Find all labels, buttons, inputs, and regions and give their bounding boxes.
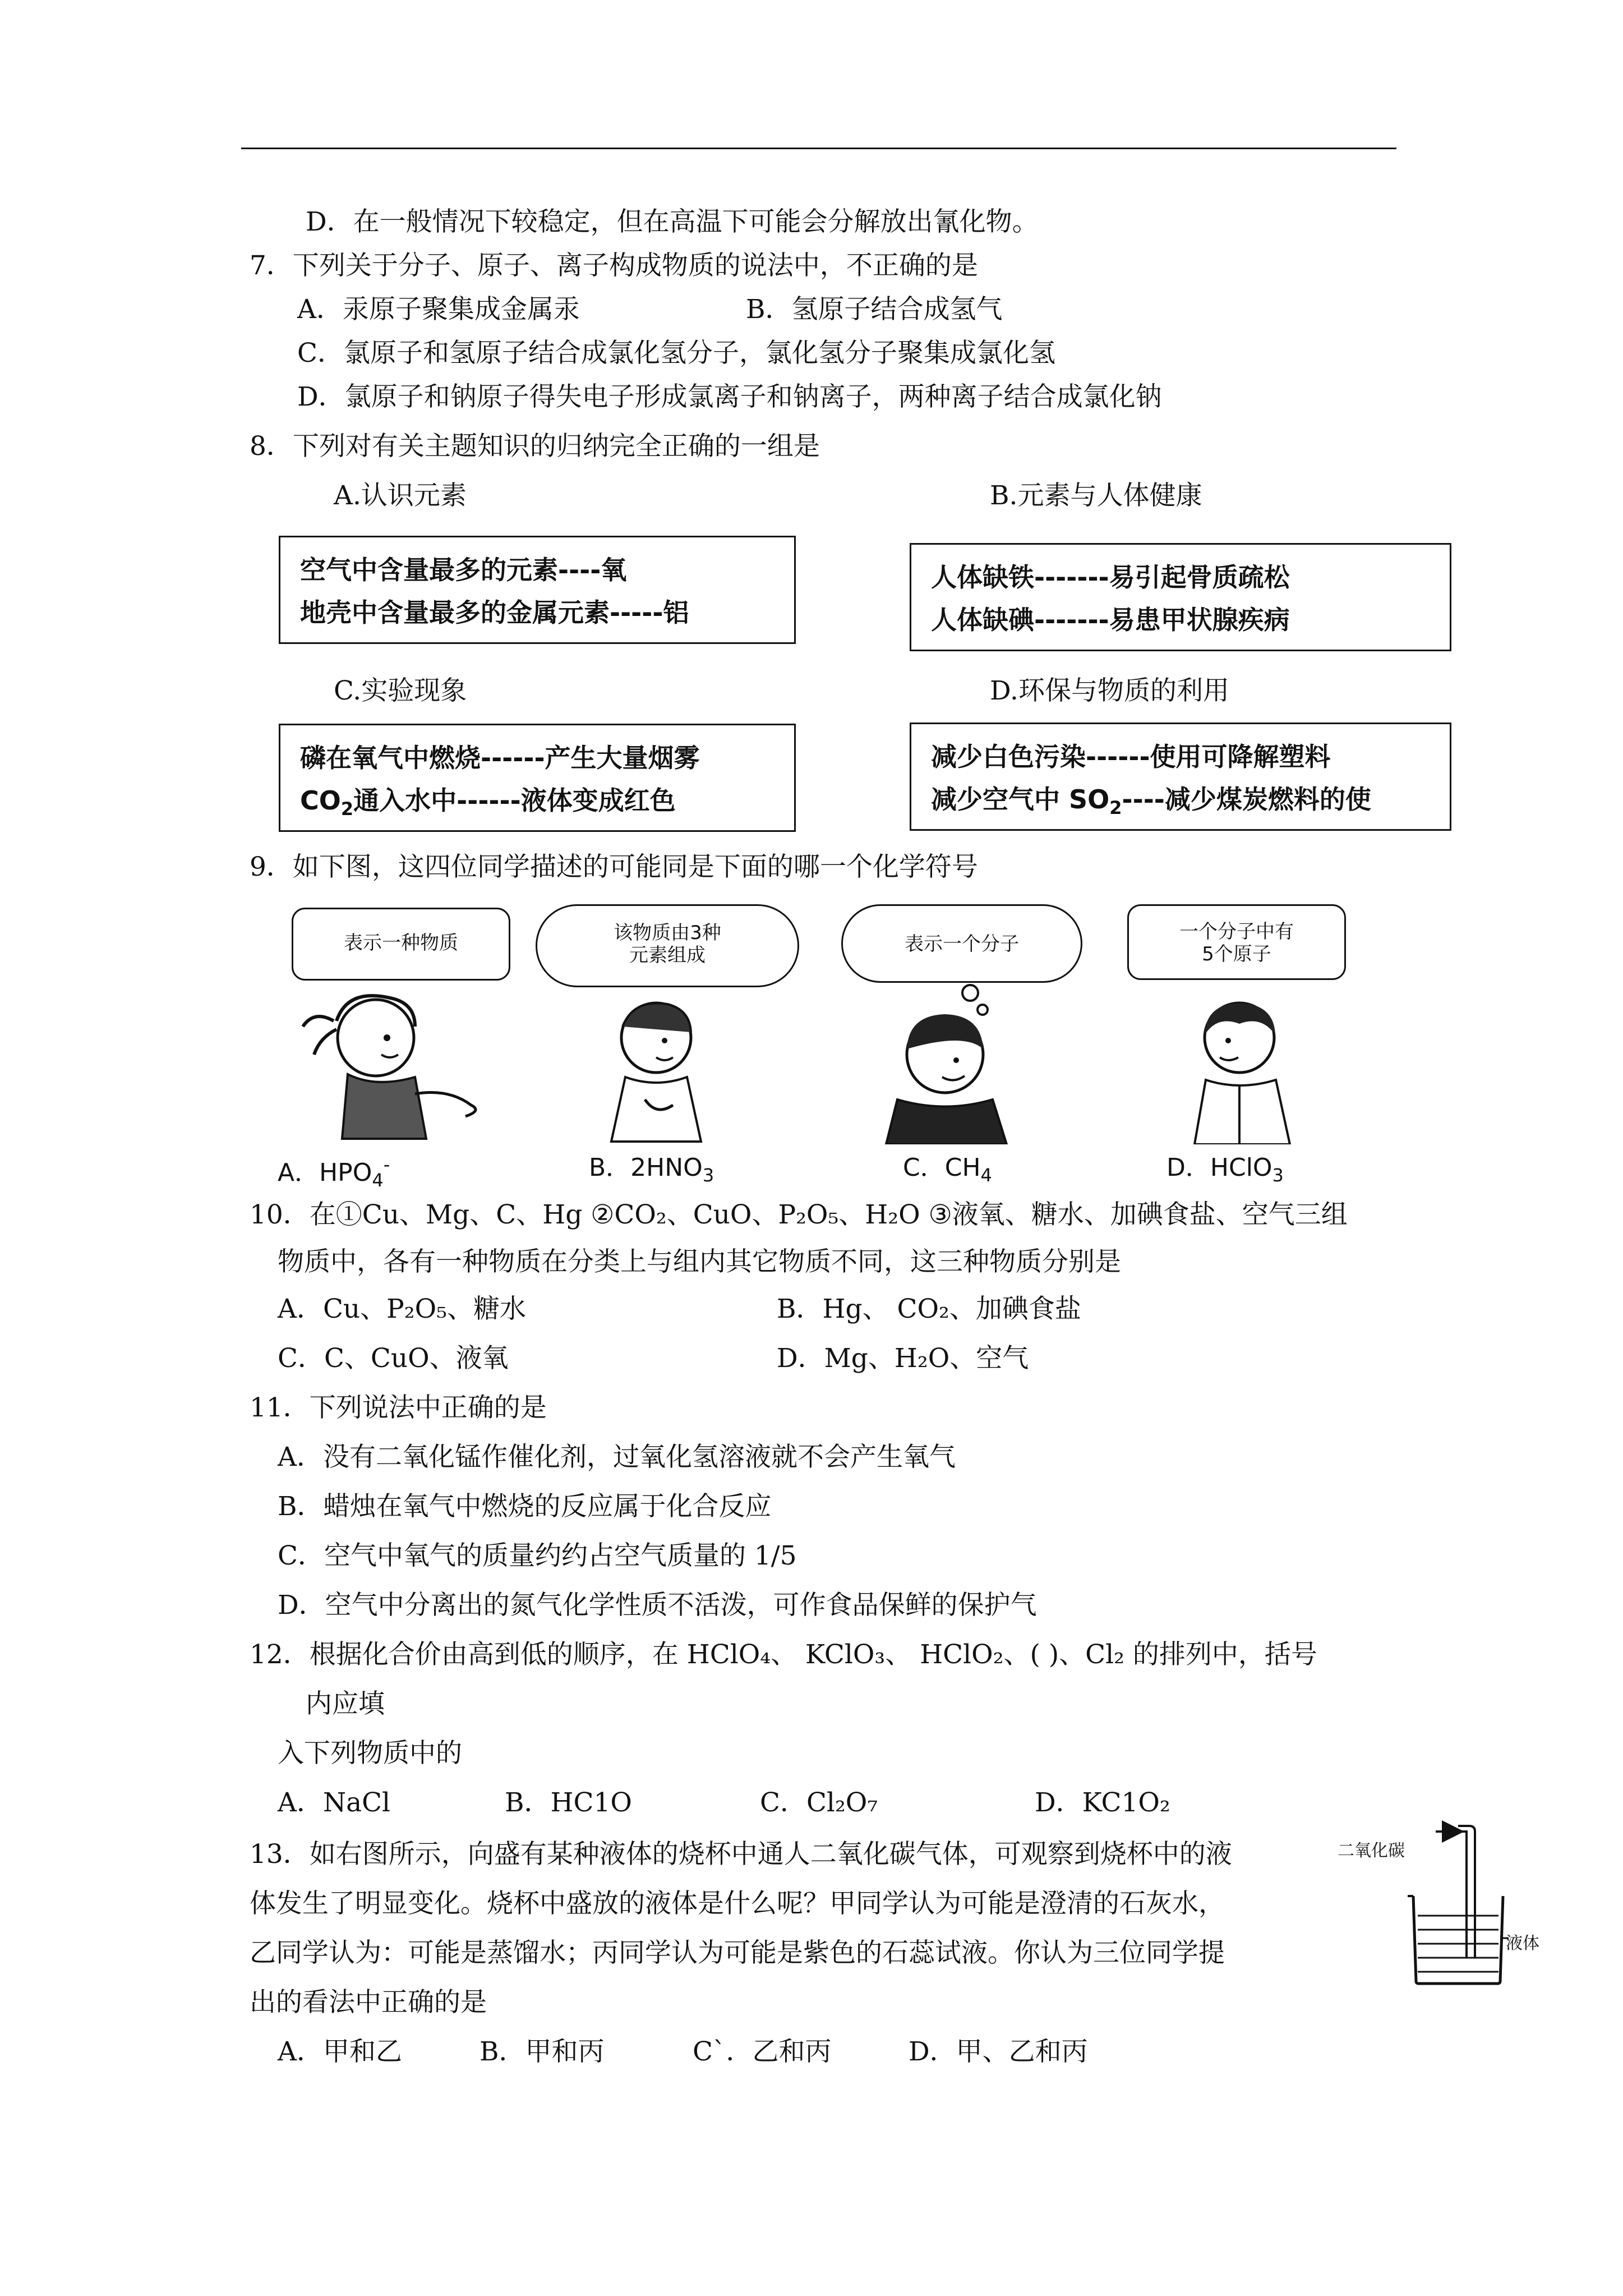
q12-option-b: B．HC1O: [505, 1787, 632, 1818]
q10-option-a: A．Cu、P₂O₅、糖水: [278, 1294, 527, 1324]
q12-line2: 内应填: [306, 1688, 385, 1719]
q8-b-box: [910, 543, 1451, 651]
q12-option-c: C．Cl₂O₇: [760, 1787, 878, 1818]
q7-stem: 7．下列关于分子、原子、离子构成物质的说法中，不正确的是: [250, 250, 978, 281]
q10-option-c: C．C、CuO、液氧: [278, 1343, 509, 1374]
q8-b-line2: 人体缺碘-------易患甲状腺疾病: [931, 605, 1290, 635]
q9-option-a: A．$HPO_4^-$: [278, 1154, 390, 1191]
q8-b-line1: 人体缺铁-------易引起骨质疏松: [931, 562, 1290, 592]
q8-a-title: A.认识元素: [334, 480, 467, 511]
speech-bubble-1: 表示一种物质: [292, 908, 510, 981]
q13-line4: 出的看法中正确的是: [250, 1987, 487, 2018]
q8-c-title: C.实验现象: [334, 675, 467, 706]
thought-bubble-3: 表示一个分子: [841, 904, 1082, 983]
q13-option-a: A．甲和乙: [278, 2036, 402, 2067]
q11-option-c: C．空气中氧气的质量约约占空气质量的 1/5: [278, 1540, 797, 1571]
student-girl-icon: [280, 976, 533, 1144]
q13-fig-gas-label: 二氧化碳: [1338, 1841, 1405, 1861]
q7-option-b: B．氢原子结合成氢气: [746, 294, 1003, 325]
q12-option-a: A．NaCl: [278, 1787, 391, 1818]
q9-option-d: D．HClO$_3$: [1166, 1153, 1284, 1186]
q9-option-c: C．$CH_4$: [903, 1153, 992, 1186]
student-listening-icon: [1155, 982, 1324, 1144]
beaker-with-tube-icon: [1374, 1818, 1514, 1986]
q8-a-box: [279, 536, 796, 644]
q13-fig-liquid-label: 液体: [1506, 1934, 1539, 1953]
speech-bubble-4: 一个分子中有 5个原子: [1127, 904, 1346, 980]
q13-line1: 13．如右图所示，向盛有某种液体的烧杯中通人二氧化碳气体，可观察到烧杯中的液: [250, 1839, 1232, 1870]
q9-stem: 9．如下图，这四位同学描述的可能同是下面的哪一个化学符号: [250, 852, 978, 882]
q8-d-line1: 减少白色污染------使用可降解塑料: [931, 742, 1331, 772]
q13-option-c: C`．乙和丙: [693, 2036, 832, 2067]
q13-option-d: D．甲、乙和丙: [909, 2036, 1088, 2067]
q10-option-d: D．Mg、H₂O、空气: [777, 1343, 1029, 1374]
q7-option-c: C．氯原子和氢原子结合成氯化氢分子，氯化氢分子聚集成氯化氢: [297, 338, 1055, 369]
q11-option-a: A．没有二氧化锰作催化剂，过氧化氢溶液就不会产生氧气: [278, 1442, 956, 1473]
q11-option-d: D．空气中分离出的氮气化学性质不活泼，可作食品保鲜的保护气: [278, 1590, 1037, 1621]
student-boy-icon: [572, 987, 740, 1144]
q8-d-title: D.环保与物质的利用: [990, 675, 1229, 706]
q6-option-d: D．在一般情况下较稳定，但在高温下可能会分解放出氰化物。: [306, 206, 1039, 237]
q9-option-b: B．$2HNO_3$: [589, 1153, 714, 1186]
q10-line1: 10．在①Cu、Mg、C、Hg ②CO₂、CuO、P₂O₅、H₂O ③液氧、糖水、加碘食盐、空气三组: [250, 1199, 1348, 1230]
header-rule: [241, 148, 1396, 149]
q12-line1: 12．根据化合价由高到低的顺序，在 HClO₄、 KClO₃、 HClO₂、( )、Cl₂ 的排列中，括号: [250, 1639, 1317, 1670]
q11-stem: 11．下列说法中正确的是: [250, 1392, 547, 1423]
q12-line3: 入下列物质中的: [278, 1738, 462, 1769]
student-thinking-icon: [852, 982, 1077, 1144]
q8-c-line1: 磷在氧气中燃烧------产生大量烟雾: [300, 743, 700, 773]
q8-d-box: [910, 723, 1451, 831]
q8-a-line1: 空气中含量最多的元素----氧: [300, 555, 627, 585]
q7-option-a: A．汞原子聚集成金属汞: [297, 294, 580, 325]
q11-option-b: B．蜡烛在氧气中燃烧的反应属于化合反应: [278, 1491, 772, 1522]
q8-stem: 8．下列对有关主题知识的归纳完全正确的一组是: [250, 431, 820, 462]
q8-b-title: B.元素与人体健康: [990, 480, 1202, 511]
q10-option-b: B．Hg、 CO₂、加碘食盐: [777, 1294, 1081, 1324]
q8-d-line2: 减少空气中 $SO_2----$减少煤炭燃料的使: [931, 784, 1371, 818]
q13-line2: 体发生了明显变化。烧杯中盛放的液体是什么呢？甲同学认为可能是澄清的石灰水，: [250, 1888, 1225, 1919]
q13-option-b: B．甲和丙: [479, 2036, 605, 2067]
speech-bubble-2: 该物质由3种 元素组成: [536, 904, 799, 987]
q12-option-d: D．KC1O₂: [1035, 1787, 1170, 1818]
q8-a-line2: 地壳中含量最多的金属元素-----铝: [300, 597, 689, 628]
q7-option-d: D．氯原子和钠原子得失电子形成氯离子和钠离子，两种离子结合成氯化钠: [297, 381, 1162, 412]
q8-c-line2: $CO_2$通入水中------液体变成红色: [300, 785, 676, 820]
q8-c-box: [279, 724, 796, 832]
q13-line3: 乙同学认为：可能是蒸馏水；丙同学认为可能是紫色的石蕊试液。你认为三位同学提: [250, 1938, 1225, 1968]
q10-line2: 物质中，各有一种物质在分类上与组内其它物质不同，这三种物质分别是: [278, 1246, 1121, 1277]
